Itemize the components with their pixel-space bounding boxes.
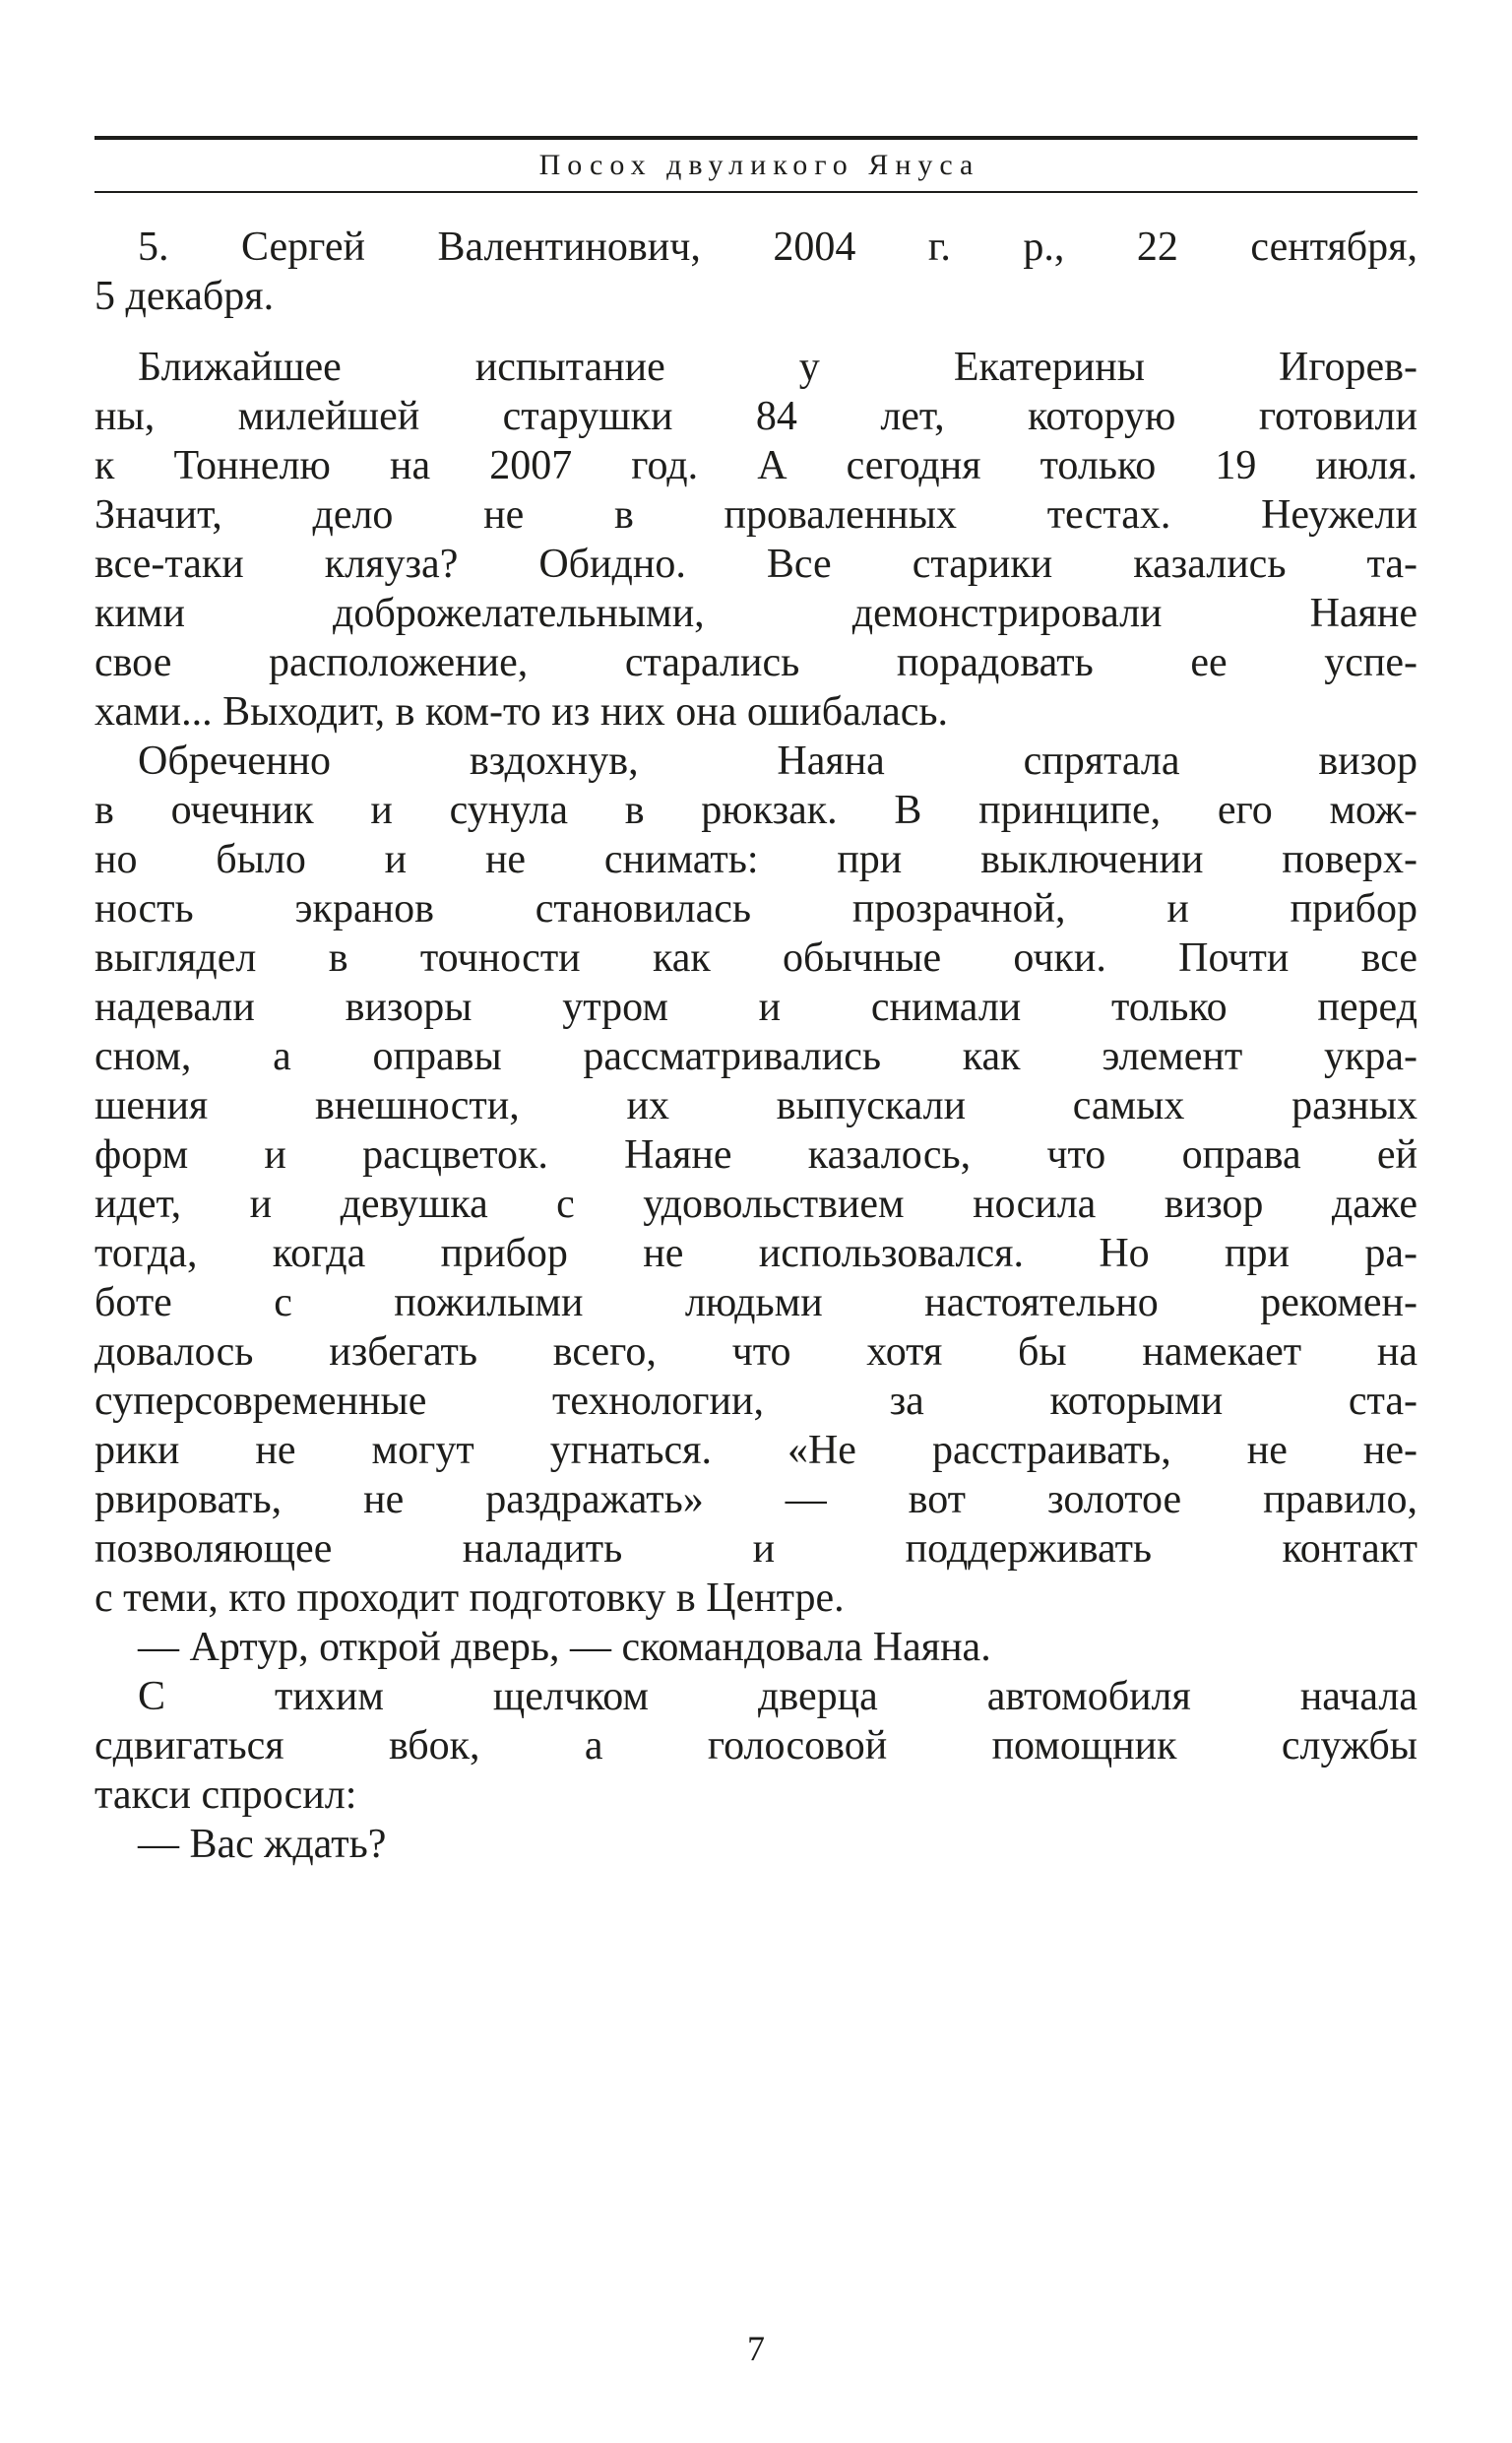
text-line: к Тоннелю на 2007 год. А сегодня только 19 июля. bbox=[94, 443, 1418, 488]
text-line: Значит, дело не в проваленных тестах. Неужели bbox=[94, 492, 1418, 538]
text-line: ны, милейшей старушки 84 лет, которую готовили bbox=[94, 394, 1418, 439]
text-line: кими доброжелательными, демонстрировали Наяне bbox=[94, 591, 1418, 636]
page-number: 7 bbox=[747, 2329, 765, 2368]
running-title: Посох двуликого Януса bbox=[538, 149, 980, 181]
text-line: позволяющее наладить и поддерживать контакт bbox=[94, 1526, 1418, 1572]
text-line: рвировать, не раздражать» — вот золотое правило, bbox=[94, 1477, 1418, 1522]
text-line: Обреченно вздохнув, Наяна спрятала визор bbox=[138, 739, 1418, 784]
text-line: — Вас ждать? bbox=[138, 1822, 387, 1867]
text-line: тогда, когда прибор не использовался. Но при ра- bbox=[94, 1231, 1418, 1276]
text-line: С тихим щелчком дверца автомобиля начала bbox=[138, 1674, 1418, 1719]
section-heading bbox=[94, 223, 1418, 321]
text-block bbox=[94, 223, 1418, 1869]
text-line: хами... Выходит, в ком-то из них она ошибалась. bbox=[94, 689, 949, 735]
text-line: свое расположение, старались порадовать ее успе- bbox=[94, 640, 1418, 685]
paragraph bbox=[94, 343, 1418, 737]
text-line: суперсовременные технологии, за которыми ста- bbox=[94, 1379, 1418, 1424]
text-line: 5 декабря. bbox=[94, 274, 275, 319]
page-footer bbox=[0, 2328, 1512, 2369]
running-head bbox=[94, 136, 1418, 193]
text-line: идет, и девушка с удовольствием носила визор даже bbox=[94, 1182, 1418, 1227]
text-line: шения внешности, их выпускали самых разных bbox=[94, 1083, 1418, 1128]
text-line: Ближайшее испытание у Екатерины Игорев- bbox=[138, 345, 1418, 390]
text-line: с теми, кто проходит подготовку в Центре. bbox=[94, 1575, 845, 1621]
page-content bbox=[94, 136, 1418, 1869]
text-line: форм и расцветок. Наяне казалось, что оправа ей bbox=[94, 1132, 1418, 1178]
text-line: сдвигаться вбок, а голосовой помощник службы bbox=[94, 1723, 1418, 1768]
text-line: боте с пожилыми людьми настоятельно рекомен- bbox=[94, 1280, 1418, 1325]
paragraph bbox=[94, 737, 1418, 1623]
text-line: выглядел в точности как обычные очки. Почти все bbox=[94, 935, 1418, 981]
text-line: рики не могут угнаться. «Не расстраивать, не не- bbox=[94, 1428, 1418, 1473]
text-line: но было и не снимать: при выключении поверх- bbox=[94, 837, 1418, 882]
dialogue bbox=[94, 1623, 1418, 1672]
text-line: все-таки кляуза? Обидно. Все старики казались та- bbox=[94, 542, 1418, 587]
text-line: такси спросил: bbox=[94, 1772, 357, 1818]
text-line: ность экранов становилась прозрачной, и прибор bbox=[94, 886, 1418, 932]
text-line: сном, а оправы рассматривались как элемент укра- bbox=[94, 1034, 1418, 1079]
paragraph bbox=[94, 1672, 1418, 1820]
header-rule-bottom bbox=[94, 191, 1418, 193]
text-line: довалось избегать всего, что хотя бы намекает на bbox=[94, 1329, 1418, 1375]
text-line: — Артур, открой дверь, — скомандовала Наяна. bbox=[138, 1625, 991, 1670]
dialogue bbox=[94, 1820, 1418, 1869]
text-line: надевали визоры утром и снимали только перед bbox=[94, 985, 1418, 1030]
text-line: в очечник и сунула в рюкзак. В принципе, его мож- bbox=[94, 788, 1418, 833]
text-line: 5. Сергей Валентинович, 2004 г. р., 22 сентября, bbox=[138, 225, 1418, 270]
